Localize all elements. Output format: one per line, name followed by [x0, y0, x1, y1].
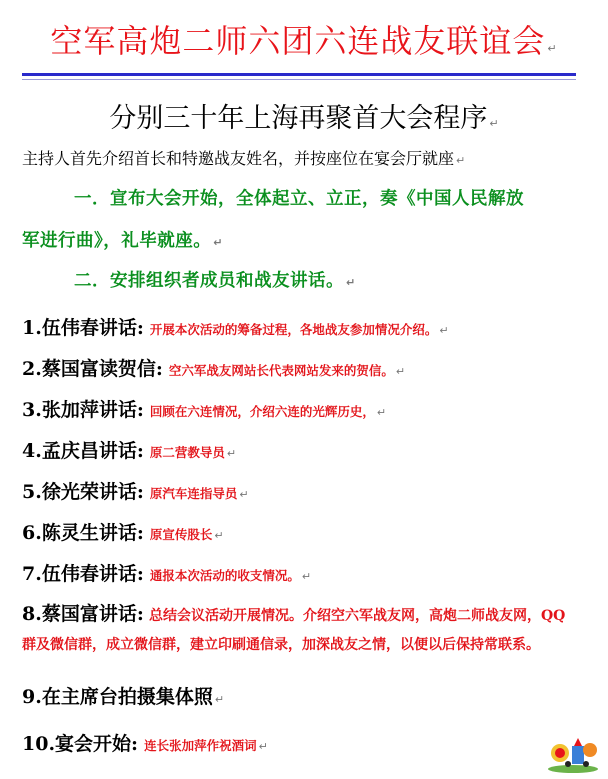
item-lead: 9.在主席台拍摄集体照 — [22, 686, 213, 708]
paragraph-mark: ↵ — [213, 236, 223, 249]
paragraph-mark: ↵ — [547, 42, 558, 55]
program-item-8 — [22, 601, 584, 659]
item-note: 原宣传股长 — [149, 527, 213, 542]
program-item-4 — [22, 436, 236, 463]
paragraph-mark: ↵ — [456, 154, 466, 167]
paragraph-mark: ↵ — [258, 740, 268, 753]
program-item-7 — [22, 559, 311, 586]
item-lead: 5.徐光荣讲话: — [22, 481, 144, 503]
item-lead: 7.伍伟春讲话: — [22, 563, 144, 585]
item-note: 原二营教导员 — [149, 445, 225, 460]
paragraph-mark: ↵ — [346, 276, 356, 289]
page-title-text: 空军高炮二师六团六连战友联谊会 — [50, 22, 546, 60]
paragraph-mark: ↵ — [226, 447, 237, 460]
item-lead: 8.蔡国富讲话: — [22, 603, 144, 625]
festive-clipart-icon — [546, 736, 600, 774]
item-lead: 4.孟庆昌讲话: — [22, 440, 144, 462]
item-note: 总结会议活动开展情况。介绍空六军战友网，高炮二师战友网，QQ 群及微信群，成立微信群，建立印刷通信录，加深战友之情，以便以后保持常联系。 — [22, 608, 566, 653]
paragraph-mark: ↵ — [489, 117, 499, 130]
paragraph-mark: ↵ — [239, 488, 249, 501]
section-two — [74, 267, 356, 292]
paragraph-mark: ↵ — [439, 324, 449, 337]
paragraph-mark: ↵ — [301, 570, 312, 583]
program-item-1 — [22, 313, 449, 340]
program-item-2 — [22, 354, 405, 381]
paragraph-mark: ↵ — [214, 529, 224, 542]
item-note: 开展本次活动的筹备过程，各地战友参加情况介绍。 — [149, 322, 438, 337]
item-lead: 10.宴会开始: — [22, 733, 139, 755]
section-one-line-1 — [74, 185, 524, 210]
item-lead: 6.陈灵生讲话: — [22, 522, 144, 544]
section-one-line-1-text: 一．宣布大会开始，全体起立、立正，奏《中国人民解放 — [74, 189, 524, 209]
program-item-10 — [22, 729, 268, 756]
item-lead: 2.蔡国富读贺信: — [22, 358, 163, 380]
program-item-9 — [22, 682, 224, 709]
title-divider-thin — [22, 79, 576, 80]
program-item-3 — [22, 395, 386, 422]
paragraph-mark: ↵ — [214, 693, 225, 706]
item-lead: 1.伍伟春讲话: — [22, 317, 144, 339]
item-note: 回顾在六连情况，介绍六连的光辉历史， — [149, 404, 375, 419]
paragraph-mark: ↵ — [376, 406, 387, 419]
program-subtitle — [0, 96, 608, 135]
title-divider-thick — [22, 73, 576, 76]
program-subtitle-text: 分别三十年上海再聚首大会程序 — [109, 103, 488, 134]
item-note: 通报本次活动的收支情况。 — [149, 568, 300, 583]
section-one-line-2-text: 军进行曲》，礼毕就座。 — [22, 231, 212, 251]
program-item-6 — [22, 518, 224, 545]
page-title — [0, 16, 608, 62]
item-note: 原汽车连指导员 — [149, 486, 238, 501]
section-one-line-2 — [22, 227, 223, 252]
host-instructions — [22, 146, 465, 169]
section-two-text: 二．安排组织者成员和战友讲话。 — [74, 271, 344, 291]
item-note: 空六军战友网站长代表网站发来的贺信。 — [168, 363, 394, 378]
host-instructions-text: 主持人首先介绍首长和特邀战友姓名，并按座位在宴会厅就座 — [22, 149, 455, 168]
item-note: 连长张加萍作祝酒词 — [144, 738, 257, 753]
item-lead: 3.张加萍讲话: — [22, 399, 144, 421]
program-item-5 — [22, 477, 249, 504]
paragraph-mark: ↵ — [395, 365, 406, 378]
